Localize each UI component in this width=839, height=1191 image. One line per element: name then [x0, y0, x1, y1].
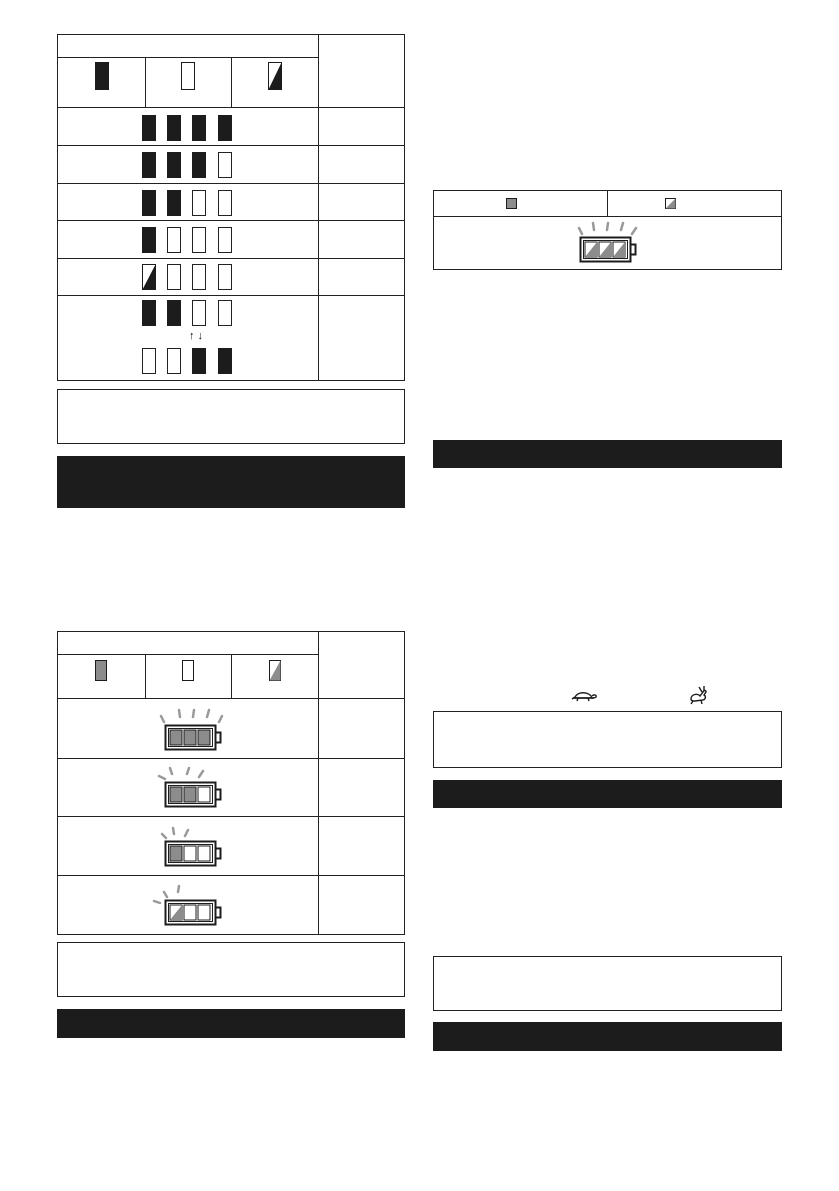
battery-capacity-table	[57, 34, 405, 381]
section-heading-bar	[57, 456, 405, 508]
lamp-row-4-on	[142, 115, 242, 141]
battery-all-blinking-icon	[570, 221, 642, 267]
section-heading-bar	[433, 440, 782, 468]
lamp-off	[192, 300, 206, 326]
lamp-off	[167, 227, 181, 253]
lamp-row-3-on	[142, 152, 242, 178]
turtle-icon	[570, 687, 598, 705]
alternation-arrows: ↑ ↓	[188, 330, 204, 342]
lamp-blinking-gray-icon	[269, 660, 281, 681]
lamp-off	[142, 348, 156, 374]
lamp-blinking	[142, 264, 156, 290]
lamp-row-alternating-b	[142, 348, 242, 374]
lamp-lit-gray-icon	[95, 660, 107, 681]
battery-2-bars-icon	[156, 766, 226, 812]
battery-3-bars-icon	[156, 707, 226, 753]
note-box	[57, 942, 405, 997]
rabbit-icon	[687, 684, 709, 706]
note-box	[433, 711, 782, 768]
lamp-on	[142, 190, 156, 216]
lamp-on	[142, 227, 156, 253]
lamp-off	[192, 227, 206, 253]
lamp-on	[192, 152, 206, 178]
lamp-off	[167, 348, 181, 374]
lamp-off	[218, 264, 232, 290]
lamp-row-2-on	[142, 190, 242, 216]
lamp-off	[218, 300, 232, 326]
lamp-on	[167, 190, 181, 216]
lamp-on	[167, 115, 181, 141]
lamp-blinking-icon	[268, 62, 282, 90]
lamp-on	[218, 115, 232, 141]
lamp-on	[192, 115, 206, 141]
lamp-row-1-on	[142, 227, 242, 253]
lamp-on	[167, 152, 181, 178]
lamp-blinking-gray-icon	[665, 198, 676, 209]
lamp-off	[218, 152, 232, 178]
lamp-lit-gray-icon	[506, 198, 517, 209]
tool-status-table	[433, 190, 782, 270]
lamp-on	[167, 300, 181, 326]
lamp-on	[142, 152, 156, 178]
lamp-off	[192, 190, 206, 216]
lamp-on	[142, 115, 156, 141]
lamp-off	[167, 264, 181, 290]
note-box	[57, 389, 405, 444]
section-heading-bar	[57, 1009, 405, 1038]
section-heading-bar	[433, 1022, 782, 1051]
lamp-on	[142, 300, 156, 326]
section-heading-bar	[433, 780, 782, 808]
lamp-row-alternating-a	[142, 300, 242, 326]
lamp-off	[192, 264, 206, 290]
lamp-on	[218, 348, 232, 374]
lamp-off-icon	[182, 660, 194, 681]
note-box	[433, 956, 782, 1011]
lamp-row-blinking	[142, 264, 242, 290]
lamp-off-icon	[181, 62, 195, 90]
battery-low-blinking-icon	[156, 884, 226, 930]
battery-indicator-table	[57, 631, 405, 935]
battery-1-bar-icon	[156, 825, 226, 871]
lamp-on-icon	[95, 62, 109, 90]
lamp-on	[192, 348, 206, 374]
lamp-off	[218, 190, 232, 216]
lamp-off	[218, 227, 232, 253]
